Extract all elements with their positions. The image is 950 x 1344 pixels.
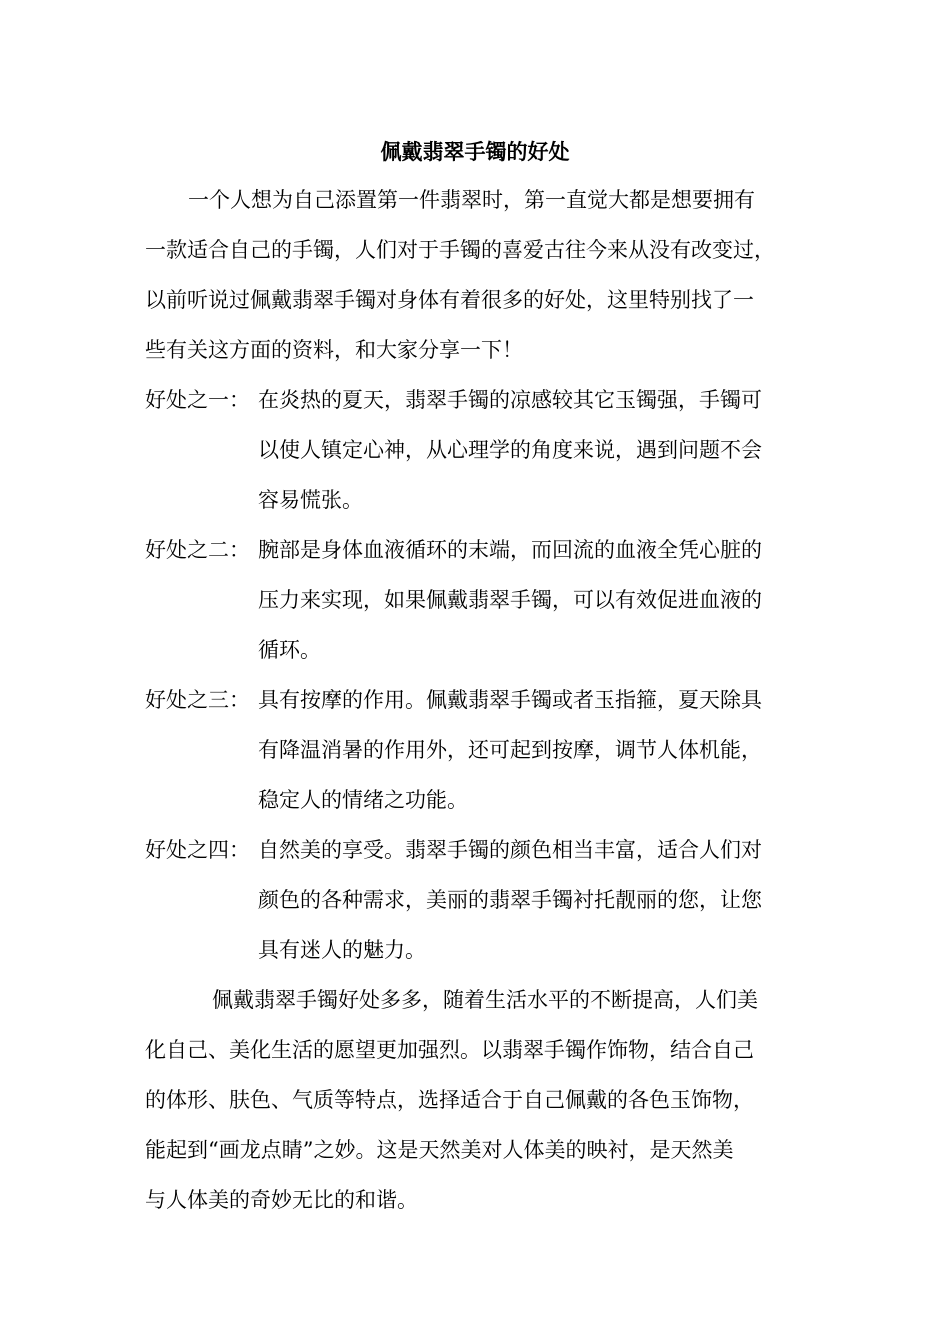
closing-line: 化自己、美化生活的愿望更加强烈。以翡翠手镯作饰物，结合自己 — [145, 1038, 754, 1062]
benefit-line: 循环。 — [258, 638, 321, 662]
intro-line: 一个人想为自己添置第一件翡翠时，第一直觉大都是想要拥有 — [188, 188, 755, 212]
benefit-line: 具有迷人的魅力。 — [258, 938, 426, 962]
benefit-line: 压力来实现，如果佩戴翡翠手镯，可以有效促进血液的 — [258, 588, 762, 612]
closing-line: 佩戴翡翠手镯好处多多，随着生活水平的不断提高，人们美 — [212, 988, 758, 1012]
benefit-label: 好处之四： — [145, 838, 250, 862]
benefit-line: 自然美的享受。翡翠手镯的颜色相当丰富，适合人们对 — [258, 838, 762, 862]
benefit-line: 有降温消暑的作用外，还可起到按摩，调节人体机能， — [258, 738, 762, 762]
intro-line: 以前听说过佩戴翡翠手镯对身体有着很多的好处，这里特别找了一 — [145, 288, 754, 312]
benefit-line: 容易慌张。 — [258, 488, 363, 512]
benefit-line: 在炎热的夏天，翡翠手镯的凉感较其它玉镯强，手镯可 — [258, 388, 762, 412]
benefit-line: 稳定人的情绪之功能。 — [258, 788, 468, 812]
benefit-label: 好处之一： — [145, 388, 250, 412]
benefit-label: 好处之二： — [145, 538, 250, 562]
benefit-line: 以使人镇定心神，从心理学的角度来说，遇到问题不会 — [258, 438, 762, 462]
intro-line: 一款适合自己的手镯，人们对于手镯的喜爱古往今来从没有改变过， — [145, 238, 775, 262]
closing-line: 的体形、肤色、气质等特点，选择适合于自己佩戴的各色玉饰物， — [145, 1088, 754, 1112]
benefit-line: 腕部是身体血液循环的末端，而回流的血液全凭心脏的 — [258, 538, 762, 562]
benefit-label: 好处之三： — [145, 688, 250, 712]
benefit-line: 颜色的各种需求，美丽的翡翠手镯衬托靓丽的您，让您 — [258, 888, 762, 912]
closing-line: 能起到“画龙点睛”之妙。这是天然美对人体美的映衬，是天然美 — [145, 1138, 734, 1162]
intro-line: 些有关这方面的资料，和大家分享一下！ — [145, 338, 523, 362]
benefit-line: 具有按摩的作用。佩戴翡翠手镯或者玉指箍，夏天除具 — [258, 688, 762, 712]
document-title: 佩戴翡翠手镯的好处 — [380, 139, 570, 164]
closing-line: 与人体美的奇妙无比的和谐。 — [145, 1188, 418, 1212]
